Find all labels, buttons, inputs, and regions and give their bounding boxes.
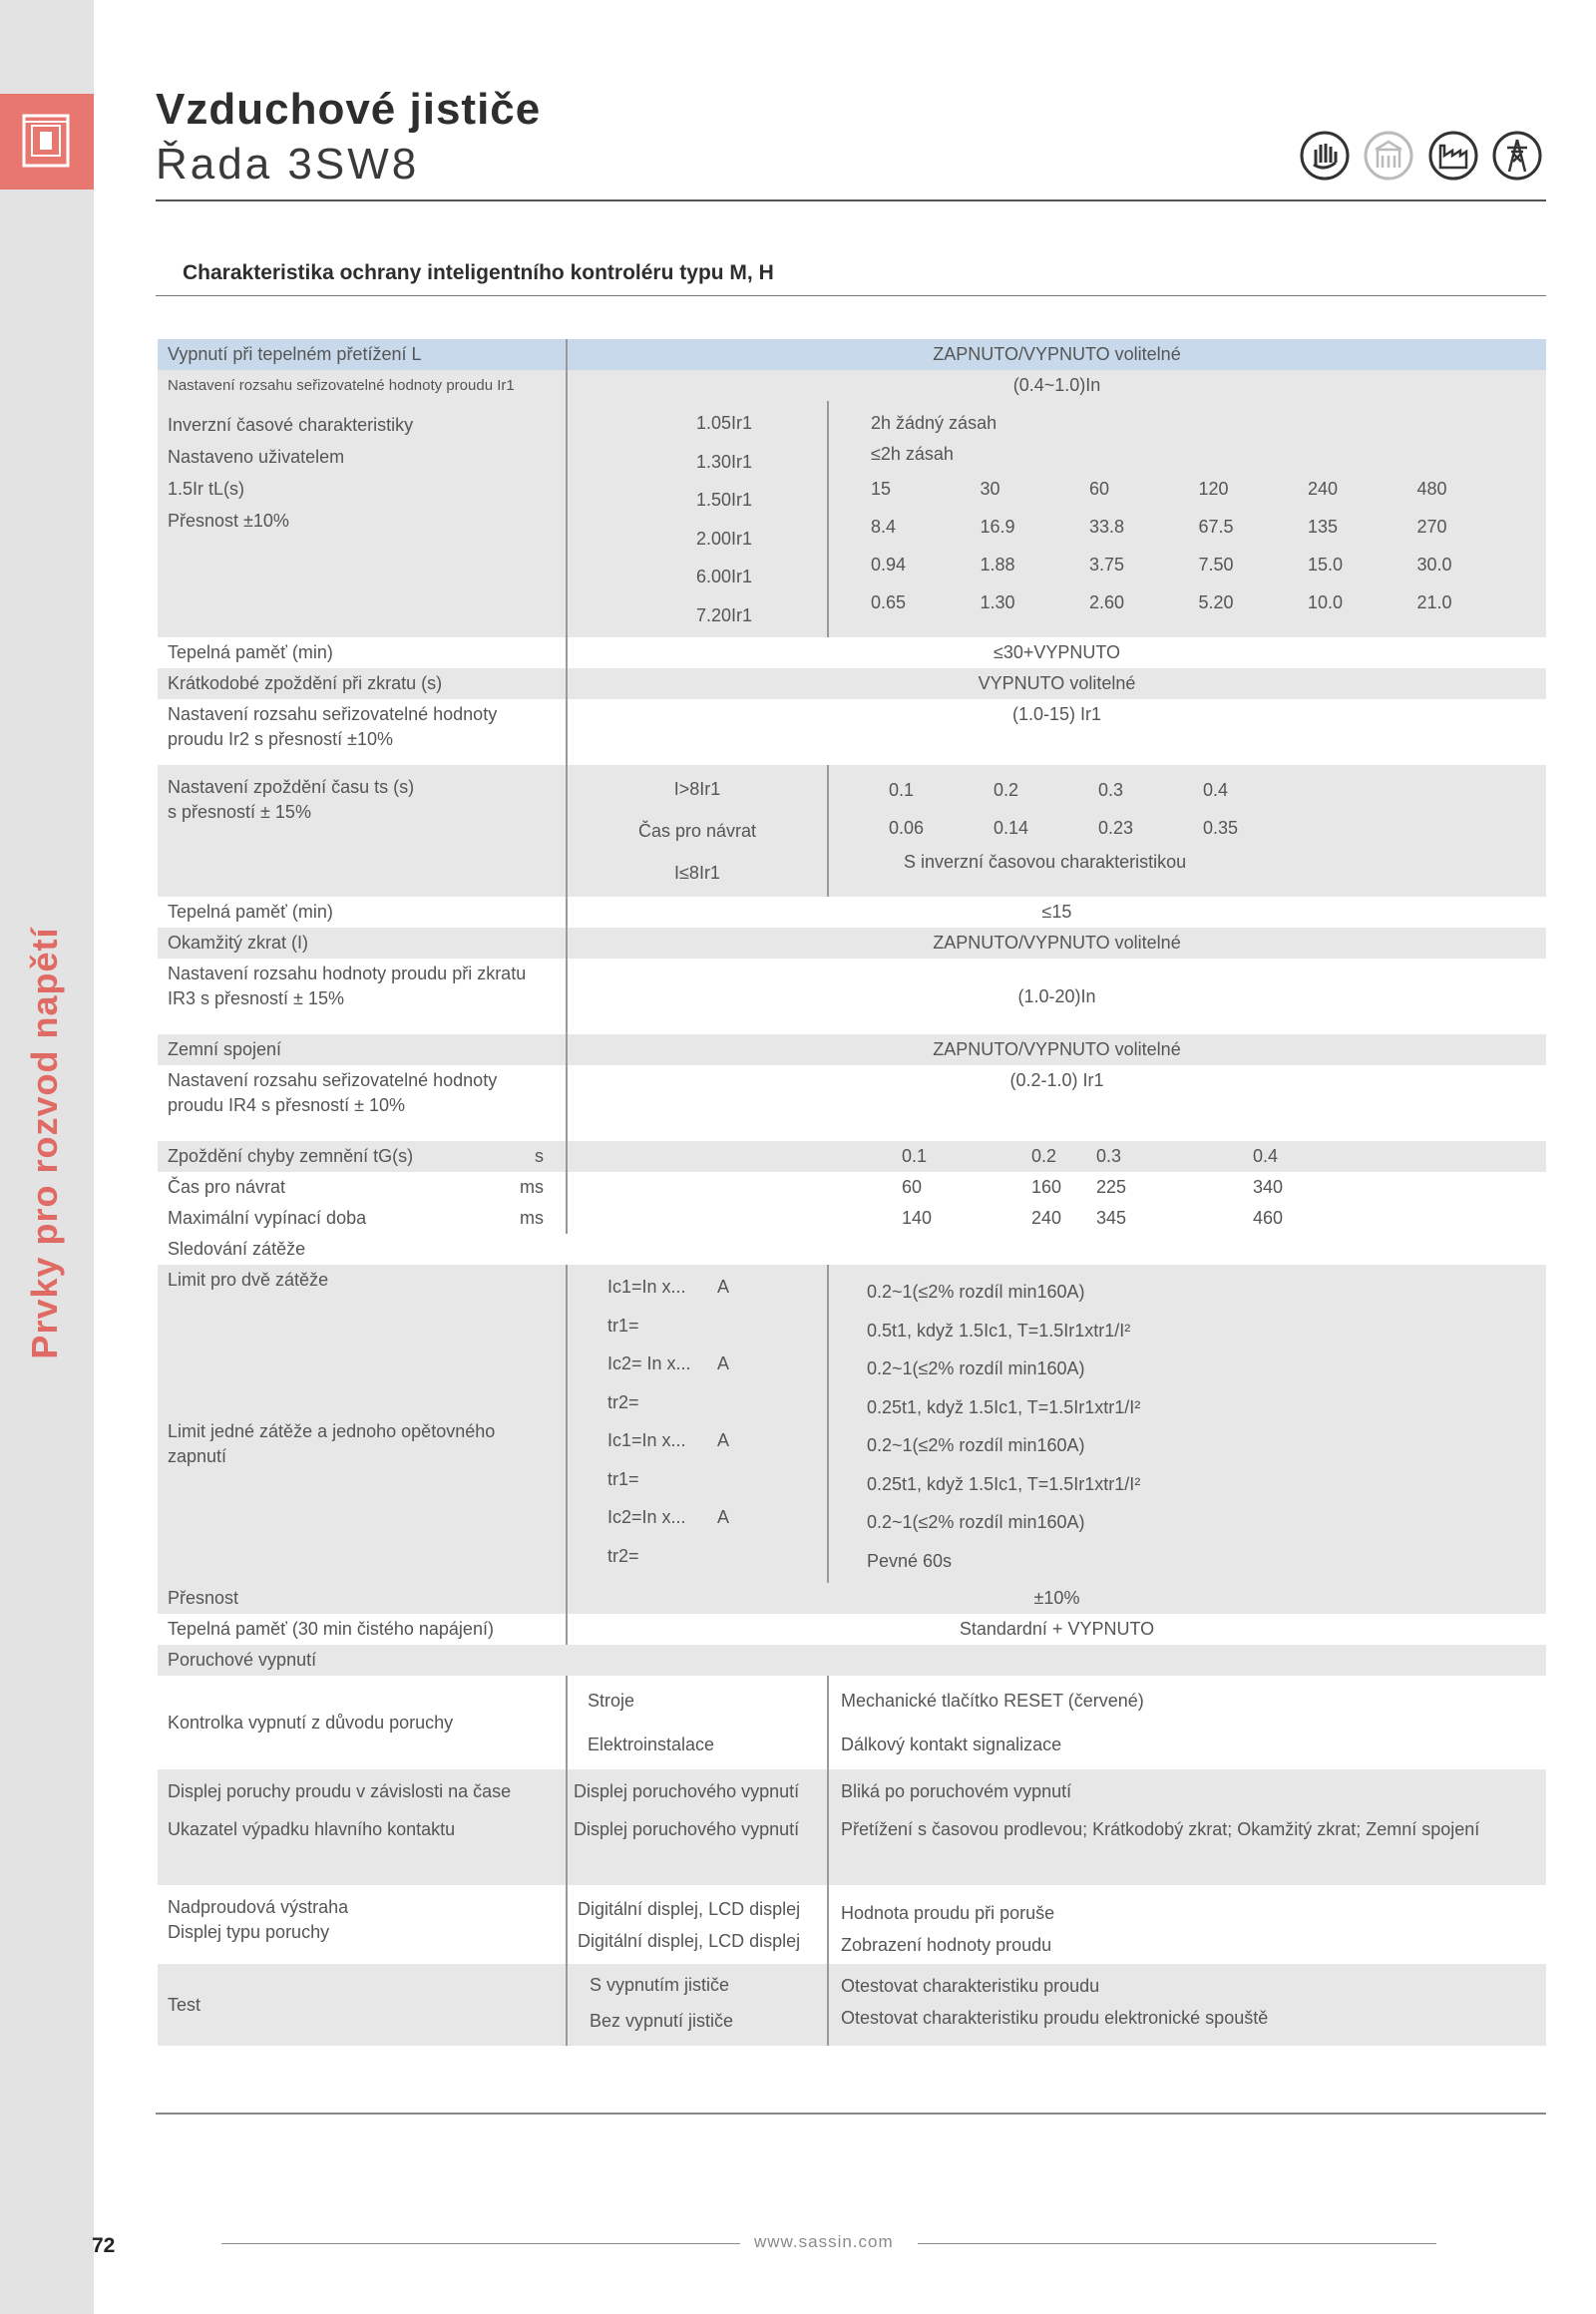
multiplier: 6.00Ir1	[695, 567, 752, 586]
multiplier: 1.30Ir1	[695, 451, 752, 472]
table-row	[158, 1645, 1546, 1676]
table-row	[158, 1769, 1546, 1885]
row-label: Nastavení rozsahu seřizovatelné hodnoty proudu IR4 s přesností ± 10%	[158, 1065, 567, 1141]
sidebar	[0, 0, 94, 2314]
grid-cell: 60	[1089, 479, 1110, 499]
table-row	[158, 928, 1546, 959]
grid-row	[902, 1175, 1321, 1200]
row-label: Zemní spojení	[158, 1034, 567, 1065]
table-row	[158, 1583, 1546, 1614]
load-value: 0.2~1(≤2% rozdíl min160A)	[867, 1512, 1085, 1532]
load-param: Ic1=In x... A	[607, 1430, 730, 1450]
grid-row	[871, 546, 1526, 583]
row-label: 1.5Ir tL(s)	[168, 479, 245, 499]
row-value: Přetížení s časovou prodlevou; Krátkodobý zkrat; Okamžitý zkrat; Zemní spojení	[841, 1819, 1480, 1839]
mid-value: Bez vypnutí jističe	[590, 2011, 734, 2031]
grid-cell: 15.0	[1308, 555, 1344, 575]
grid-cell: 0.3	[1096, 1146, 1122, 1166]
condition: I≤8Ir1	[674, 863, 720, 883]
table-row	[158, 897, 1546, 928]
row-label: Nastavení rozsahu seřizovatelné hodnoty proudu Ir1	[158, 370, 567, 401]
row-value: ≤30+VYPNUTO	[993, 642, 1121, 662]
grid-cell: 15	[871, 479, 892, 499]
grid-cell: 0.2	[1031, 1146, 1057, 1166]
category-icons	[1299, 130, 1551, 187]
grid-cell: 30.0	[1416, 555, 1452, 575]
footer-url[interactable]: www.sassin.com	[754, 2232, 894, 2251]
row-label: Krátkodobé zpoždění při zkratu (s)	[158, 668, 567, 699]
mid-value: Elektroinstalace	[588, 1735, 715, 1754]
grid-row	[902, 1206, 1321, 1231]
grid-cell: 2.60	[1089, 592, 1125, 612]
table-row	[158, 1265, 1546, 1583]
characteristics-table	[158, 339, 1546, 2046]
mid-value: Displej poruchového vypnutí	[574, 1781, 800, 1801]
row-label: Nastavení rozsahu hodnoty proudu při zkratu IR3 s přesností ± 15%	[158, 959, 567, 1034]
grid-row	[871, 583, 1526, 621]
grid-cell: 21.0	[1416, 592, 1452, 612]
grid-row	[889, 809, 1308, 847]
grid-cell: 480	[1416, 479, 1447, 499]
row-label: Kontrolka vypnutí z důvodu poruchy	[158, 1676, 567, 1769]
load-param: tr1=	[607, 1315, 639, 1336]
subtitle-rule	[156, 295, 1546, 296]
grid-row	[871, 470, 1526, 508]
grid-cell: 67.5	[1198, 517, 1234, 537]
grid-cell: 0.94	[871, 555, 907, 575]
load-value: 0.2~1(≤2% rozdíl min160A)	[867, 1435, 1085, 1455]
grid-cell: 1.88	[980, 555, 1015, 575]
load-param: Ic2= In x... A	[607, 1353, 730, 1373]
row-value: (1.0-15) Ir1	[1011, 704, 1102, 724]
grid-cell: 0.35	[1203, 818, 1239, 838]
row-label: Zpoždění chyby zemnění tG(s)	[168, 1146, 414, 1166]
row-label: Čas pro návrat	[168, 1177, 286, 1197]
mid-value: Digitální displej, LCD displej	[578, 1899, 801, 1919]
table-row	[158, 1234, 1546, 1265]
row-label: Přesnost	[158, 1583, 567, 1614]
trip-text: ≤2h zásah	[871, 444, 954, 464]
row-label: Inverzní časové charakteristiky	[168, 415, 414, 435]
grid-cell: 8.4	[871, 517, 897, 537]
row-value: Standardní + VYPNUTO	[959, 1619, 1155, 1639]
grid-cell: 160	[1031, 1177, 1062, 1197]
multiplier: 7.20Ir1	[695, 604, 752, 625]
grid-cell: 270	[1416, 517, 1447, 537]
row-value: Otestovat charakteristiku proudu	[841, 1976, 1100, 1996]
grid-cell: 140	[902, 1208, 933, 1228]
hand-icon	[1299, 130, 1351, 187]
row-label: Nastavení rozsahu seřizovatelné hodnoty proudu Ir2 s přesností ±10%	[158, 699, 567, 765]
unit: ms	[520, 1177, 544, 1197]
grid-cell: 0.65	[871, 592, 907, 612]
grid-cell: 135	[1308, 517, 1339, 537]
load-value: 0.25t1, když 1.5Ic1, T=1.5Ir1xtr1/I²	[867, 1473, 1141, 1494]
load-value: 0.2~1(≤2% rozdíl min160A)	[867, 1358, 1085, 1378]
row-label: Displej typu poruchy	[168, 1922, 330, 1942]
grid-cell: 30	[980, 479, 1000, 499]
load-value: 0.2~1(≤2% rozdíl min160A)	[867, 1282, 1085, 1302]
grid-cell: 0.14	[994, 818, 1029, 838]
mid-value: S vypnutím jističe	[590, 1975, 730, 1995]
grid-cell: 240	[1308, 479, 1339, 499]
sidebar-section-label: Prvky pro rozvod napětí	[24, 927, 65, 1359]
row-label: Přesnost ±10%	[168, 511, 289, 531]
row-label: Test	[158, 1964, 567, 2046]
delay-grid	[889, 771, 1308, 847]
table-row	[158, 1141, 1546, 1172]
table-row	[158, 1614, 1546, 1645]
row-value: (0.2-1.0) Ir1	[1009, 1070, 1104, 1090]
row-value: Zobrazení hodnoty proudu	[841, 1935, 1052, 1955]
row-label: Tepelná paměť (30 min čistého napájení)	[158, 1614, 567, 1645]
row-value: Hodnota proudu při poruše	[841, 1903, 1055, 1923]
grid-cell: 0.1	[902, 1146, 928, 1166]
grid-cell: 345	[1096, 1208, 1127, 1228]
time-grid	[871, 470, 1526, 621]
row-label: s přesností ± 15%	[168, 802, 311, 822]
grid-cell: 33.8	[1089, 517, 1125, 537]
row-label: Limit jedné zátěže a jednoho opětovného zapnutí	[168, 1421, 496, 1466]
row-label: Nadproudová výstraha	[168, 1897, 349, 1917]
table-row	[158, 668, 1546, 699]
max-trip-grid	[902, 1206, 1321, 1231]
load-param: tr2=	[607, 1545, 639, 1566]
grid-cell: 0.1	[889, 780, 915, 800]
mid-value: Stroje	[588, 1691, 635, 1711]
building-icon	[1363, 130, 1414, 187]
row-value: ZAPNUTO/VYPNUTO volitelné	[567, 1034, 1546, 1065]
row-value: ZAPNUTO/VYPNUTO volitelné	[567, 339, 1546, 370]
row-label: Vypnutí při tepelném přetížení L	[158, 339, 567, 370]
table-row	[158, 401, 1546, 637]
table-row	[158, 1885, 1546, 1964]
table-row	[158, 1676, 1546, 1769]
row-value: Dálkový kontakt signalizace	[841, 1735, 1062, 1754]
row-value: (0.4~1.0)In	[567, 370, 1546, 401]
row-label: Tepelná paměť (min)	[158, 637, 567, 668]
table-row	[158, 637, 1546, 668]
grid-cell: 0.2	[994, 780, 1019, 800]
row-label: Maximální vypínací doba	[168, 1208, 367, 1228]
grid-row	[902, 1144, 1321, 1169]
grid-row	[889, 771, 1308, 809]
grid-cell: 16.9	[980, 517, 1015, 537]
row-value: Otestovat charakteristiku proudu elektronické spouště	[841, 2008, 1269, 2028]
grid-cell: 7.50	[1198, 555, 1234, 575]
breaker-icon	[18, 110, 74, 172]
grid-cell: 225	[1096, 1177, 1127, 1197]
multiplier: 1.50Ir1	[695, 490, 752, 510]
condition: Čas pro návrat	[637, 821, 757, 841]
table-row	[158, 1034, 1546, 1065]
grid-cell: 10.0	[1308, 592, 1344, 612]
row-label: Okamžitý zkrat (I)	[158, 928, 567, 959]
grid-cell: 3.75	[1089, 555, 1125, 575]
grid-row	[871, 508, 1526, 546]
table-bottom-rule	[156, 2113, 1546, 2115]
grid-cell: 60	[902, 1177, 923, 1197]
table-row	[158, 1203, 1546, 1234]
row-label: Ukazatel výpadku hlavního kontaktu	[168, 1819, 456, 1839]
grid-cell: 0.23	[1098, 818, 1134, 838]
row-label: Nastaveno uživatelem	[168, 447, 345, 467]
table-row	[158, 1172, 1546, 1203]
grid-cell: 5.20	[1198, 592, 1234, 612]
row-value: ±10%	[567, 1583, 1546, 1614]
table-row	[158, 370, 1546, 401]
row-value: VYPNUTO volitelné	[567, 668, 1546, 699]
unit: s	[535, 1146, 544, 1166]
ground-delay-grid	[902, 1144, 1321, 1169]
grid-cell: 0.3	[1098, 780, 1124, 800]
load-param: Ic1=In x... A	[607, 1277, 730, 1297]
row-label: Limit pro dvě zátěže	[168, 1270, 329, 1290]
section-label: Poruchové vypnutí	[158, 1645, 1546, 1676]
load-param: Ic2=In x... A	[607, 1507, 730, 1527]
table-row	[158, 1964, 1546, 2046]
load-value: 0.25t1, když 1.5Ic1, T=1.5Ir1xtr1/I²	[867, 1396, 1141, 1417]
return-time-grid	[902, 1175, 1321, 1200]
factory-icon	[1427, 130, 1479, 187]
footer-rule-right	[918, 2243, 1436, 2244]
section-subtitle: Charakteristika ochrany inteligentního kontroléru typu M, H	[183, 261, 774, 284]
row-value: (1.0-20)In	[1017, 985, 1096, 1006]
row-value: ≤15	[1041, 902, 1072, 922]
delay-note: S inverzní časovou charakteristikou	[904, 852, 1187, 872]
table-row	[158, 959, 1546, 1034]
grid-cell: 120	[1198, 479, 1229, 499]
grid-cell: 0.4	[1253, 1146, 1279, 1166]
grid-cell: 0.4	[1203, 780, 1229, 800]
mid-value: Displej poruchového vypnutí	[574, 1819, 800, 1839]
grid-cell: 340	[1253, 1177, 1284, 1197]
row-label: Nastavení zpoždění času ts (s)	[168, 777, 415, 797]
table-row	[158, 765, 1546, 897]
section-label: Sledování zátěže	[168, 1239, 306, 1259]
grid-cell: 0.06	[889, 818, 925, 838]
grid-cell: 1.30	[980, 592, 1015, 612]
row-value: Mechanické tlačítko RESET (červené)	[841, 1691, 1144, 1711]
mid-value: Digitální displej, LCD displej	[578, 1931, 801, 1951]
load-param: tr1=	[607, 1468, 639, 1489]
multiplier: 2.00Ir1	[695, 528, 752, 549]
unit: ms	[520, 1208, 544, 1228]
table-row	[158, 699, 1546, 765]
load-value: Pevné 60s	[867, 1550, 953, 1571]
table-row	[158, 1065, 1546, 1141]
tower-icon	[1491, 130, 1543, 187]
condition: I>8Ir1	[673, 779, 721, 799]
load-value: 0.5t1, když 1.5Ic1, T=1.5Ir1xtr1/I²	[867, 1320, 1131, 1341]
footer-rule-left	[221, 2243, 740, 2244]
multiplier: 1.05Ir1	[695, 413, 752, 433]
trip-text: 2h žádný zásah	[871, 413, 998, 433]
table-row	[158, 339, 1546, 370]
row-label: Displej poruchy proudu v závislosti na čase	[168, 1781, 512, 1801]
header-rule	[156, 199, 1546, 201]
load-param: tr2=	[607, 1391, 639, 1412]
breaker-badge	[0, 94, 94, 190]
row-label: Tepelná paměť (min)	[158, 897, 567, 928]
grid-cell: 240	[1031, 1208, 1062, 1228]
row-value: Bliká po poruchovém vypnutí	[841, 1781, 1072, 1801]
page-number: 72	[92, 2234, 116, 2257]
page-title: Vzduchové jističe	[156, 85, 542, 134]
grid-cell: 460	[1253, 1208, 1284, 1228]
row-value: ZAPNUTO/VYPNUTO volitelné	[567, 928, 1546, 959]
page-series: Řada 3SW8	[156, 140, 420, 189]
